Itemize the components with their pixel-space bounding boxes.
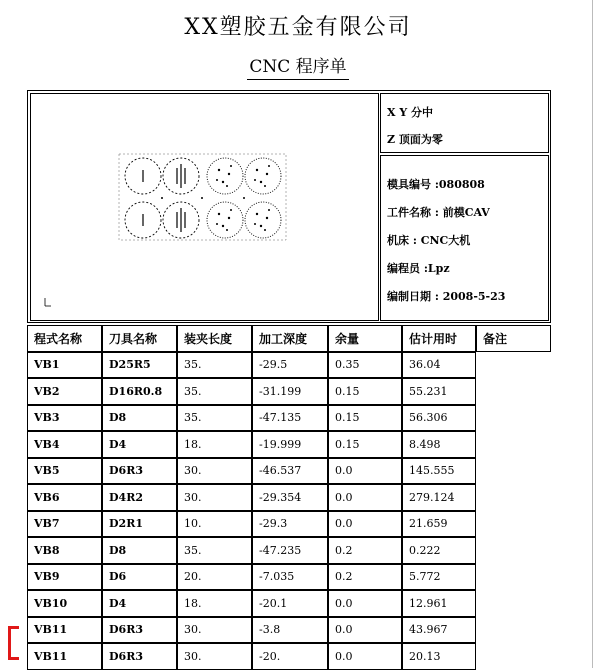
table-cell: D4R2 — [102, 484, 177, 511]
table-cell: 0.0 — [328, 590, 402, 617]
program-table — [27, 325, 551, 670]
table-cell: D8 — [102, 405, 177, 432]
table-cell: 35. — [177, 352, 252, 379]
compile-date: 编制日期 : 2008-5-23 — [387, 290, 506, 303]
table-cell: D4 — [102, 590, 177, 617]
table-cell: -46.537 — [252, 458, 328, 485]
table-cell: -47.135 — [252, 405, 328, 432]
remarks-cell — [476, 458, 551, 485]
table-cell: VB4 — [27, 431, 102, 458]
table-cell: 0.0 — [328, 484, 402, 511]
table-cell: -19.999 — [252, 431, 328, 458]
table-cell: VB10 — [27, 590, 102, 617]
table-cell: 18. — [177, 431, 252, 458]
table-header-row — [27, 325, 551, 352]
table-cell: 18. — [177, 590, 252, 617]
remarks-cell — [476, 643, 551, 670]
remarks-cell — [476, 590, 551, 617]
table-cell: D25R5 — [102, 352, 177, 379]
table-cell: 0.15 — [328, 405, 402, 432]
remarks-cell — [476, 537, 551, 564]
table-row — [27, 484, 551, 511]
table-cell: D16R0.8 — [102, 378, 177, 405]
page-edge — [592, 0, 593, 668]
table-cell: VB3 — [27, 405, 102, 432]
table-row — [27, 352, 551, 379]
table-cell: 279.124 — [402, 484, 476, 511]
table-cell: 0.35 — [328, 352, 402, 379]
document-title: CNC 程序单 — [0, 52, 596, 77]
table-cell: D6R3 — [102, 458, 177, 485]
table-cell: 0.0 — [328, 643, 402, 670]
column-header: 程式名称 — [27, 325, 102, 352]
table-cell: 30. — [177, 458, 252, 485]
table-cell: VB9 — [27, 564, 102, 591]
table-cell: 35. — [177, 405, 252, 432]
table-cell: 30. — [177, 484, 252, 511]
table-cell: 20. — [177, 564, 252, 591]
table-cell: -29.3 — [252, 511, 328, 538]
table-row — [27, 537, 551, 564]
part-name: 工件名称 : 前模CAV — [387, 206, 490, 219]
table-cell: D8 — [102, 537, 177, 564]
table-row — [27, 378, 551, 405]
table-cell: 0.2 — [328, 537, 402, 564]
remarks-cell — [476, 431, 551, 458]
red-bracket-mark — [8, 626, 19, 660]
column-header: 估计用时 — [402, 325, 476, 352]
table-cell: VB8 — [27, 537, 102, 564]
table-cell: 145.555 — [402, 458, 476, 485]
table-cell: -20. — [252, 643, 328, 670]
table-cell: -31.199 — [252, 378, 328, 405]
table-row — [27, 405, 551, 432]
table-row — [27, 431, 551, 458]
table-cell: VB6 — [27, 484, 102, 511]
column-header: 加工深度 — [252, 325, 328, 352]
table-row — [27, 564, 551, 591]
part-preview — [30, 93, 379, 321]
table-cell: 0.15 — [328, 431, 402, 458]
table-cell: 12.961 — [402, 590, 476, 617]
table-cell: 8.498 — [402, 431, 476, 458]
remarks-cell — [476, 484, 551, 511]
table-cell: VB1 — [27, 352, 102, 379]
table-row — [27, 590, 551, 617]
column-header: 装夹长度 — [177, 325, 252, 352]
table-cell: 43.967 — [402, 617, 476, 644]
table-cell: 0.0 — [328, 458, 402, 485]
part-preview-drawing — [31, 94, 379, 321]
table-cell: VB11 — [27, 617, 102, 644]
remarks-cell — [476, 564, 551, 591]
table-cell: 30. — [177, 617, 252, 644]
table-cell: -29.5 — [252, 352, 328, 379]
table-cell: D6 — [102, 564, 177, 591]
table-cell: 30. — [177, 643, 252, 670]
remarks-cell — [476, 617, 551, 644]
table-cell: VB7 — [27, 511, 102, 538]
programmer: 编程员 :Lpz — [387, 262, 450, 275]
table-cell: -47.235 — [252, 537, 328, 564]
table-cell: 35. — [177, 378, 252, 405]
table-cell: 0.0 — [328, 511, 402, 538]
table-cell: VB5 — [27, 458, 102, 485]
remarks-cell — [476, 405, 551, 432]
table-cell: D6R3 — [102, 617, 177, 644]
remarks-cell — [476, 511, 551, 538]
column-header: 刀具名称 — [102, 325, 177, 352]
table-cell: 55.231 — [402, 378, 476, 405]
remarks-cell — [476, 378, 551, 405]
table-cell: D4 — [102, 431, 177, 458]
table-cell: 0.2 — [328, 564, 402, 591]
table-row — [27, 643, 551, 670]
setup-xy-note: X Y 分中 — [387, 106, 434, 119]
table-cell: 21.659 — [402, 511, 476, 538]
mold-number: 模具编号 :080808 — [387, 178, 485, 191]
table-cell: VB2 — [27, 378, 102, 405]
table-cell: D6R3 — [102, 643, 177, 670]
column-header: 备注 — [476, 325, 551, 352]
table-cell: 5.772 — [402, 564, 476, 591]
table-cell: VB11 — [27, 643, 102, 670]
setup-z-note: Z 顶面为零 — [387, 133, 443, 146]
table-cell: 10. — [177, 511, 252, 538]
table-row — [27, 617, 551, 644]
table-row — [27, 458, 551, 485]
machine: 机床 : CNC大机 — [387, 234, 471, 247]
table-cell: 0.222 — [402, 537, 476, 564]
job-info-box — [380, 155, 549, 321]
table-cell: 35. — [177, 537, 252, 564]
table-cell: D2R1 — [102, 511, 177, 538]
table-cell: 0.15 — [328, 378, 402, 405]
table-cell: 20.13 — [402, 643, 476, 670]
table-cell: -3.8 — [252, 617, 328, 644]
table-cell: -20.1 — [252, 590, 328, 617]
table-cell: -29.354 — [252, 484, 328, 511]
company-name: XX塑胶五金有限公司 — [184, 15, 412, 40]
table-cell: 56.306 — [402, 405, 476, 432]
table-cell: 36.04 — [402, 352, 476, 379]
table-cell: 0.0 — [328, 617, 402, 644]
remarks-cell — [476, 352, 551, 379]
setup-note-box — [380, 93, 549, 153]
table-row — [27, 511, 551, 538]
table-cell: -7.035 — [252, 564, 328, 591]
column-header: 余量 — [328, 325, 402, 352]
